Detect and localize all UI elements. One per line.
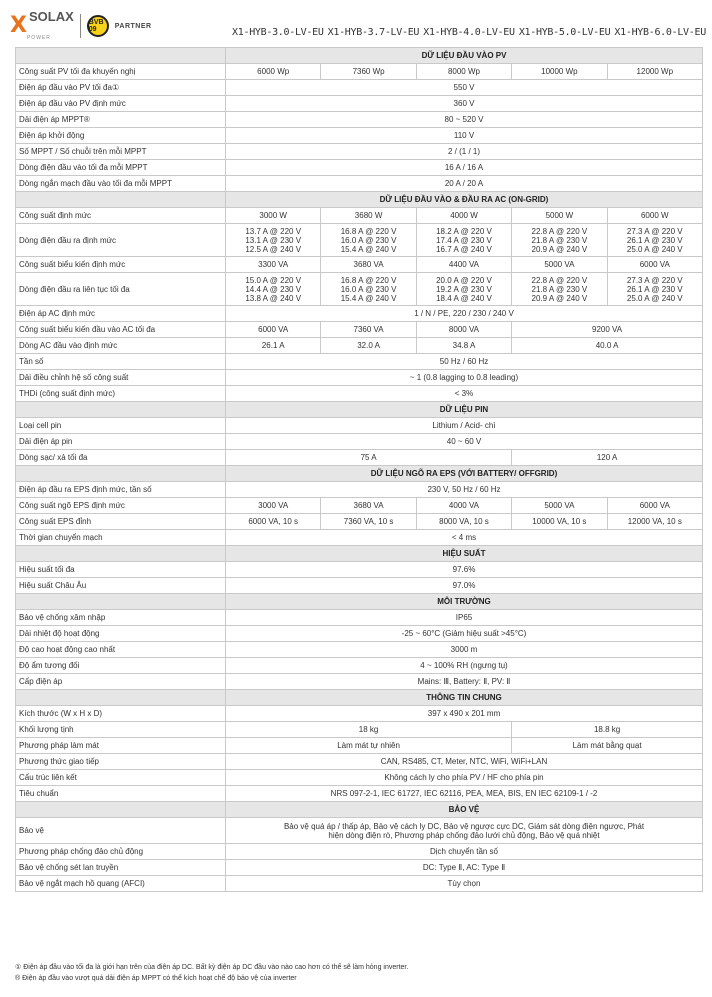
value-cell: < 3% <box>226 386 703 402</box>
table-row <box>16 96 703 112</box>
row-label: Điện áp khởi động <box>16 128 226 144</box>
row-label: Dòng điện đầu ra liên tục tối đa <box>16 273 226 306</box>
section-label-cell <box>16 802 226 818</box>
value-cell: 4400 VA <box>416 257 511 273</box>
value-cell: 110 V <box>226 128 703 144</box>
table-row <box>16 257 703 273</box>
value-cell <box>512 273 607 306</box>
section-title: HIỆU SUẤT <box>226 546 703 562</box>
section-title: MÔI TRƯỜNG <box>226 594 703 610</box>
value-cell: 97.6% <box>226 562 703 578</box>
value-cell: 3000 m <box>226 642 703 658</box>
table-row <box>16 144 703 160</box>
value-cell: 7360 VA, 10 s <box>321 514 416 530</box>
value-cell: 9200 VA <box>512 322 703 338</box>
row-label: Kích thước (W x H x D) <box>16 706 226 722</box>
section-title: DỮ LIỆU ĐẦU VÀO PV <box>226 48 703 64</box>
value-cell: 5000 W <box>512 208 607 224</box>
model-header: X1-HYB-3.0-LV-EU <box>232 27 324 38</box>
value-line: 22.8 A @ 220 V <box>531 275 588 285</box>
value-line: 26.1 A @ 230 V <box>626 284 683 294</box>
table-row <box>16 273 703 306</box>
table-row <box>16 370 703 386</box>
row-label: Cấu trúc liên kết <box>16 770 226 786</box>
value-cell: 230 V, 50 Hz / 60 Hz <box>226 482 703 498</box>
row-label: Dòng điện đầu vào tối đa mỗi MPPT <box>16 160 226 176</box>
model-header: X1-HYB-4.0-LV-EU <box>423 27 515 38</box>
value-cell: 550 V <box>226 80 703 96</box>
model-header: X1-HYB-3.7-LV-EU <box>327 27 420 38</box>
value-line: 20.9 A @ 240 V <box>531 244 588 254</box>
table-row <box>16 306 703 322</box>
row-label: THDi (công suất định mức) <box>16 386 226 402</box>
section-title: DỮ LIỆU PIN <box>226 402 703 418</box>
row-label: Độ ẩm tương đối <box>16 658 226 674</box>
table-row <box>16 224 703 257</box>
table-row <box>16 674 703 690</box>
section-label-cell <box>16 546 226 562</box>
value-cell: Không cách ly cho phía PV / HF cho phía pin <box>226 770 703 786</box>
value-cell: 40.0 A <box>512 338 703 354</box>
value-cell: 12000 Wp <box>607 64 702 80</box>
row-label: Phương pháp làm mát <box>16 738 226 754</box>
table-row <box>16 386 703 402</box>
value-cell: 6000 W <box>607 208 702 224</box>
section-header <box>16 546 703 562</box>
section-header <box>16 466 703 482</box>
value-cell <box>226 273 321 306</box>
table-row <box>16 770 703 786</box>
table-row <box>16 434 703 450</box>
section-label-cell <box>16 48 226 64</box>
bvb-emblem-icon: BVB 09 <box>87 15 109 37</box>
value-line: 26.1 A @ 230 V <box>626 235 683 245</box>
value-cell: 50 Hz / 60 Hz <box>226 354 703 370</box>
value-cell: 18.8 kg <box>512 722 703 738</box>
section-header <box>16 802 703 818</box>
row-label: Hiệu suất tối đa <box>16 562 226 578</box>
table-row <box>16 160 703 176</box>
solax-x-icon: X <box>10 13 27 38</box>
value-cell: DC: Type Ⅱ, AC: Type Ⅱ <box>226 860 703 876</box>
value-cell: CAN, RS485, CT, Meter, NTC, WiFi, WiFi+LAN <box>226 754 703 770</box>
value-cell: 10000 Wp <box>512 64 607 80</box>
table-row <box>16 786 703 802</box>
section-title: DỮ LIỆU ĐẦU VÀO & ĐẦU RA AC (ON-GRID) <box>226 192 703 208</box>
table-row <box>16 626 703 642</box>
value-cell: IP65 <box>226 610 703 626</box>
section-label-cell <box>16 594 226 610</box>
row-label: Dòng ngắn mạch đầu vào tối đa mỗi MPPT <box>16 176 226 192</box>
section-header <box>16 402 703 418</box>
section-header <box>16 594 703 610</box>
row-label: Điện áp đầu ra EPS định mức, tần số <box>16 482 226 498</box>
row-label: Dòng AC đầu vào định mức <box>16 338 226 354</box>
value-cell: 12000 VA, 10 s <box>607 514 702 530</box>
row-label: Phương pháp chống đảo chủ động <box>16 844 226 860</box>
table-row <box>16 610 703 626</box>
table-row <box>16 322 703 338</box>
table-row <box>16 658 703 674</box>
partner-label: PARTNER <box>114 22 152 30</box>
table-row <box>16 450 703 466</box>
table-row <box>16 844 703 860</box>
model-header: X1-HYB-6.0-LV-EU <box>614 27 706 38</box>
row-label: Cấp điện áp <box>16 674 226 690</box>
value-cell: 16 A / 16 A <box>226 160 703 176</box>
value-cell: 20 A / 20 A <box>226 176 703 192</box>
value-line: 21.8 A @ 230 V <box>531 284 588 294</box>
value-cell: 32.0 A <box>321 338 416 354</box>
section-title: BẢO VỆ <box>226 802 703 818</box>
value-line: 16.0 A @ 230 V <box>340 235 397 245</box>
value-line: 12.5 A @ 240 V <box>245 244 302 254</box>
row-label: Dải nhiệt độ hoạt động <box>16 626 226 642</box>
row-label: Công suất định mức <box>16 208 226 224</box>
value-cell: 5000 VA <box>512 257 607 273</box>
row-label: Tần số <box>16 354 226 370</box>
value-cell <box>226 818 703 844</box>
table-row <box>16 514 703 530</box>
footnotes <box>15 962 705 984</box>
value-line: 16.0 A @ 230 V <box>340 284 397 294</box>
value-cell: 80 ~ 520 V <box>226 112 703 128</box>
value-cell: 1 / N / PE, 220 / 230 / 240 V <box>226 306 703 322</box>
value-cell: 4000 W <box>416 208 511 224</box>
section-title: DỮ LIỆU NGÕ RA EPS (VỚI BATTERY/ OFFGRID) <box>226 466 703 482</box>
value-line: 17.4 A @ 230 V <box>436 235 492 245</box>
table-row <box>16 418 703 434</box>
value-line: 15.0 A @ 220 V <box>245 275 302 285</box>
solax-logo <box>27 8 74 44</box>
value-cell: 10000 VA, 10 s <box>512 514 607 530</box>
value-cell: 8000 Wp <box>416 64 511 80</box>
value-cell: 4 ~ 100% RH (ngưng tụ) <box>226 658 703 674</box>
footnote: ① Điện áp đầu vào tối đa là giới hạn trên của điện áp DC. Bất kỳ điện áp DC đầu vào nào cao hơn có thể sẽ làm hỏng inverter. <box>15 964 409 971</box>
value-line: Bảo vệ quá áp / thấp áp, Bảo vệ cách ly DC, Bảo vệ ngược cực DC, Giám sát dòng điện ngược, Phát <box>283 821 645 831</box>
table-row <box>16 128 703 144</box>
row-label: Bảo vệ <box>16 818 226 844</box>
value-line: 22.8 A @ 220 V <box>531 226 588 236</box>
value-cell <box>226 224 321 257</box>
value-line: 15.4 A @ 240 V <box>340 244 397 254</box>
value-cell: 3000 W <box>226 208 321 224</box>
row-label: Điện áp đầu vào PV tối đa① <box>16 80 226 96</box>
row-label: Hiệu suất Châu Âu <box>16 578 226 594</box>
value-cell: 5000 VA <box>512 498 607 514</box>
row-label: Phương thức giao tiếp <box>16 754 226 770</box>
row-label: Điện áp AC định mức <box>16 306 226 322</box>
table-row <box>16 338 703 354</box>
value-cell: 97.0% <box>226 578 703 594</box>
value-cell: 6000 VA <box>607 257 702 273</box>
section-header <box>16 192 703 208</box>
value-line: 16.7 A @ 240 V <box>436 244 492 254</box>
value-cell: Mains: Ⅲ, Battery: Ⅱ, PV: Ⅱ <box>226 674 703 690</box>
value-line: 16.8 A @ 220 V <box>340 226 397 236</box>
table-row <box>16 530 703 546</box>
brand-logos <box>10 8 152 44</box>
section-header <box>16 690 703 706</box>
value-cell: 120 A <box>512 450 703 466</box>
row-label: Dải điện áp MPPT® <box>16 112 226 128</box>
row-label: Dải điều chỉnh hệ số công suất <box>16 370 226 386</box>
row-label: Công suất EPS đỉnh <box>16 514 226 530</box>
solax-subtitle: POWER <box>26 35 51 41</box>
table-row <box>16 860 703 876</box>
value-line: 16.8 A @ 220 V <box>340 275 397 285</box>
value-line: 25.0 A @ 240 V <box>626 244 683 254</box>
value-cell: -25 ~ 60°C (Giảm hiệu suất >45°C) <box>226 626 703 642</box>
value-line: 13.8 A @ 240 V <box>245 293 302 303</box>
value-line: 14.4 A @ 230 V <box>245 284 302 294</box>
value-line: 21.8 A @ 230 V <box>531 235 588 245</box>
footnote: ® Điện áp đầu vào vượt quá dải điện áp MPPT có thể kích hoạt chế độ bảo vệ của inverter <box>15 975 297 982</box>
section-label-cell <box>16 466 226 482</box>
value-cell: NRS 097-2-1, IEC 61727, IEC 62116, PEA, MEA, BIS, EN IEC 62109-1 / -2 <box>226 786 703 802</box>
table-row <box>16 112 703 128</box>
value-cell: 3680 W <box>321 208 416 224</box>
value-cell <box>607 273 702 306</box>
row-label: Dải điện áp pin <box>16 434 226 450</box>
section-label-cell <box>16 192 226 208</box>
solax-wordmark: SOLAX <box>28 9 74 24</box>
value-cell: 3680 VA <box>321 498 416 514</box>
value-cell: 18 kg <box>226 722 512 738</box>
value-line: 25.0 A @ 240 V <box>626 293 683 303</box>
table-row <box>16 578 703 594</box>
value-line: 27.3 A @ 220 V <box>626 275 683 285</box>
section-title: THÔNG TIN CHUNG <box>226 690 703 706</box>
row-label: Bảo vệ chống sét lan truyền <box>16 860 226 876</box>
row-label: Công suất biểu kiến định mức <box>16 257 226 273</box>
row-label: Thời gian chuyển mạch <box>16 530 226 546</box>
value-cell: 8000 VA, 10 s <box>416 514 511 530</box>
table-row <box>16 64 703 80</box>
value-line: 15.4 A @ 240 V <box>340 293 397 303</box>
value-line: 20.0 A @ 220 V <box>436 275 492 285</box>
value-cell: 360 V <box>226 96 703 112</box>
table-row <box>16 498 703 514</box>
value-cell: Lithium / Acid- chì <box>226 418 703 434</box>
section-header <box>16 48 703 64</box>
value-cell <box>607 224 702 257</box>
value-line: 13.7 A @ 220 V <box>245 226 302 236</box>
row-label: Loại cell pin <box>16 418 226 434</box>
value-cell <box>321 224 416 257</box>
value-line: 13.1 A @ 230 V <box>245 235 302 245</box>
row-label: Khối lượng tịnh <box>16 722 226 738</box>
table-row <box>16 642 703 658</box>
table-row <box>16 80 703 96</box>
value-cell: 2 / (1 / 1) <box>226 144 703 160</box>
value-line: 19.2 A @ 230 V <box>436 284 492 294</box>
table-row <box>16 562 703 578</box>
value-cell <box>321 273 416 306</box>
value-cell: 8000 VA <box>416 322 511 338</box>
value-line: 20.9 A @ 240 V <box>531 293 588 303</box>
value-cell <box>512 224 607 257</box>
row-label: Tiêu chuẩn <box>16 786 226 802</box>
table-row <box>16 876 703 892</box>
value-cell: Tùy chọn <box>226 876 703 892</box>
row-label: Dòng điện đầu ra định mức <box>16 224 226 257</box>
value-cell: Làm mát tự nhiên <box>226 738 512 754</box>
row-label: Độ cao hoạt động cao nhất <box>16 642 226 658</box>
value-cell: 6000 Wp <box>226 64 321 80</box>
table-row <box>16 738 703 754</box>
section-label-cell <box>16 690 226 706</box>
value-cell: 40 ~ 60 V <box>226 434 703 450</box>
value-cell: 6000 VA, 10 s <box>226 514 321 530</box>
row-label: Công suất PV tối đa khuyến nghị <box>16 64 226 80</box>
value-cell: 6000 VA <box>607 498 702 514</box>
table-row <box>16 706 703 722</box>
model-headers <box>230 27 708 38</box>
value-cell: 397 x 490 x 201 mm <box>226 706 703 722</box>
row-label: Công suất biểu kiến đầu vào AC tối đa <box>16 322 226 338</box>
value-cell: Làm mát bằng quạt <box>512 738 703 754</box>
logo-divider <box>80 14 81 38</box>
value-cell: 3000 VA <box>226 498 321 514</box>
value-line: 18.4 A @ 240 V <box>436 293 492 303</box>
table-row <box>16 818 703 844</box>
value-cell: 3300 VA <box>226 257 321 273</box>
value-cell: 3680 VA <box>321 257 416 273</box>
value-cell: ~ 1 (0.8 lagging to 0.8 leading) <box>226 370 703 386</box>
header <box>0 0 712 50</box>
value-cell: 26.1 A <box>226 338 321 354</box>
table-row <box>16 754 703 770</box>
value-cell <box>416 224 511 257</box>
row-label: Bảo vệ chống xâm nhập <box>16 610 226 626</box>
row-label: Bảo vệ ngắt mạch hồ quang (AFCI) <box>16 876 226 892</box>
value-cell <box>416 273 511 306</box>
value-line: 18.2 A @ 220 V <box>436 226 492 236</box>
value-cell: < 4 ms <box>226 530 703 546</box>
value-cell: 4000 VA <box>416 498 511 514</box>
value-cell: 6000 VA <box>226 322 321 338</box>
table-row <box>16 722 703 738</box>
value-line: hiện dòng điện rò, Phương pháp chống đảo lưới chủ động, Bảo vệ quá nhiệt <box>328 830 600 840</box>
value-cell: Dịch chuyển tần số <box>226 844 703 860</box>
value-cell: 7360 VA <box>321 322 416 338</box>
value-cell: 34.8 A <box>416 338 511 354</box>
table-row <box>16 208 703 224</box>
row-label: Điện áp đầu vào PV định mức <box>16 96 226 112</box>
section-label-cell <box>16 402 226 418</box>
value-cell: 75 A <box>226 450 512 466</box>
model-header: X1-HYB-5.0-LV-EU <box>518 27 611 38</box>
row-label: Số MPPT / Số chuỗi trên mỗi MPPT <box>16 144 226 160</box>
table-row <box>16 482 703 498</box>
spec-table <box>15 47 703 892</box>
table-row <box>16 354 703 370</box>
row-label: Dòng sạc/ xả tối đa <box>16 450 226 466</box>
value-cell: 7360 Wp <box>321 64 416 80</box>
row-label: Công suất ngõ EPS định mức <box>16 498 226 514</box>
table-row <box>16 176 703 192</box>
value-line: 27.3 A @ 220 V <box>626 226 683 236</box>
